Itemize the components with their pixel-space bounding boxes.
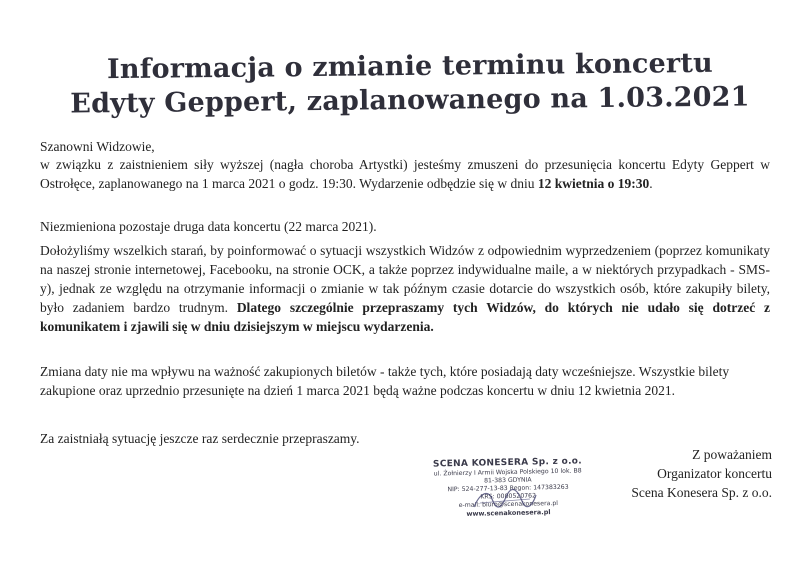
stamp-name: SCENA KONESERA Sp. z o.o. (432, 456, 583, 470)
paragraph-apology (40, 241, 770, 336)
document-title-line2: Edyty Geppert, zaplanowanego na 1.03.2021 (70, 81, 750, 120)
signature-block (631, 445, 772, 502)
document-title-line1: Informacja o zmianie terminu koncertu (106, 47, 714, 86)
stamp-web: www.scenakonesera.pl (466, 508, 551, 518)
handwritten-signature (470, 485, 540, 515)
paragraph-postponement-end: . (649, 176, 653, 191)
stamp-email: e-mail: biuro@scenakonesera.pl (458, 499, 559, 510)
salutation: Szanowni Widzowie, (40, 139, 155, 154)
signature-line1: Z poważaniem (692, 447, 772, 462)
paragraph-apology-bold: Dlatego szczególnie przepraszamy tych Widzów, do których nie udało się dotrzeć z komunikatem i zjawili się w dniu dzisiejszym w miejscu wydarzenia. (40, 300, 770, 334)
paragraph-closing: Za zaistniałą sytuację jeszcze raz serdecznie przepraszamy. (40, 431, 360, 446)
paragraph-postponement (40, 155, 770, 193)
paragraph-second-date: Niezmieniona pozostaje druga data koncertu (22 marca 2021). (40, 219, 377, 234)
stamp-ids: NIP: 524-277-13-83 Regon: 147383263 (447, 483, 569, 494)
stamp-city: 81-383 GDYNIA (483, 476, 532, 485)
paragraph-tickets: Zmiana daty nie ma wpływu na ważność zakupionych biletów - także tych, które posiadają daty wcześniejsze. Wszystkie bilety zakupione oraz uprzednio przesunięte na dzień 1 marca 2021 będą ważne podczas koncertu w dniu 12 kwietnia 2021. (40, 364, 730, 398)
paragraph-apology-text: Dołożyliśmy wszelkich starań, by poinformować o sytuacji wszystkich Widzów z odpowiednim wyprzedzeniem (poprzez komunikaty na naszej stronie internetowej, Facebooku, na stronie OCK, a także poprzez indywidualne maile, a w niektórych przypadkach - SMS-y), jednak ze względu na otrzymanie informacji o zmianie w tak późnym czasie dotarcie do wszystkich osób, które zakupiły bilety, było zadaniem bardzo trudnym. (40, 243, 770, 315)
stamp-krs: KRS: 0000520762 (480, 492, 537, 501)
paragraph-postponement-text: w związku z zaistnieniem siły wyższej (nagła choroba Artystki) jesteśmy zmuszeni do przesunięcia koncertu Edyty Geppert w Ostrołęce, zaplanowanego na 1 marca 2021 o godz. 19:30. Wydarzenie odbędzie się w dniu (40, 157, 770, 191)
signature-line2: Organizator koncertu (657, 466, 772, 481)
new-date-bold: 12 kwietnia o 19:30 (537, 176, 650, 191)
signature-line3: Scena Konesera Sp. z o.o. (631, 485, 772, 500)
stamp-address: ul. Żołnierzy I Armii Wojska Polskiego 10 lok. B8 (433, 467, 582, 478)
